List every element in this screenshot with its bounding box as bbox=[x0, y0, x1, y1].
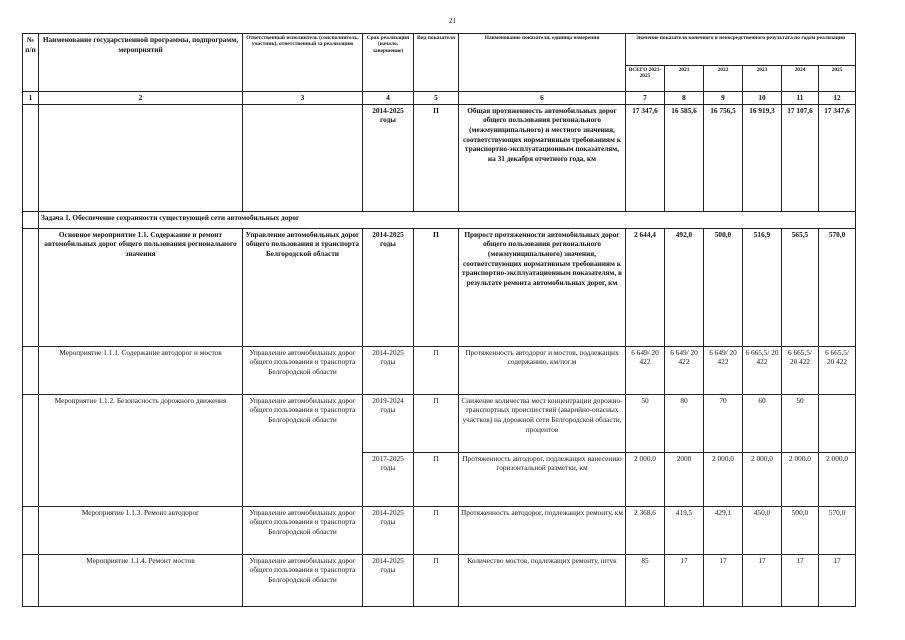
value-cell: 6 649/ 20 422 bbox=[704, 346, 743, 394]
indicator-cell: Общая протяженность автомобильных дорог общего пользования регионального (межмуниципального) и местного значения, соответствующих нормативным требованиям к транспортно-эксплуатационным показателям, на 31 декабря отчетного года, км bbox=[459, 104, 626, 211]
table-row bbox=[23, 228, 856, 346]
activity-name: Мероприятие 1.1.3. Ремонт автодорог bbox=[39, 506, 243, 554]
header-num: № п/п bbox=[23, 34, 39, 92]
col-index: 4 bbox=[363, 92, 414, 105]
col-index: 3 bbox=[243, 92, 363, 105]
value-cell: 17 bbox=[743, 554, 782, 606]
indicators-table bbox=[22, 33, 856, 607]
col-index: 7 bbox=[626, 92, 665, 105]
value-cell: 80 bbox=[665, 394, 704, 452]
kind-cell: П bbox=[414, 104, 459, 211]
header-year: 2023 bbox=[743, 66, 782, 92]
value-cell: 2 644,4 bbox=[626, 228, 665, 346]
kind-cell: П bbox=[414, 452, 459, 506]
col-index: 1 bbox=[23, 92, 39, 105]
activity-name: Мероприятие 1.1.4. Ремонт мостов bbox=[39, 554, 243, 606]
header-term: Срок реализации (начало, завершение) bbox=[363, 34, 414, 92]
kind-cell: П bbox=[414, 506, 459, 554]
table-row bbox=[23, 394, 856, 452]
header-indicator: Наименование показателя, единица измерения bbox=[459, 34, 626, 92]
value-cell: 17 347,6 bbox=[626, 104, 665, 211]
col-index: 9 bbox=[704, 92, 743, 105]
kind-cell: П bbox=[414, 554, 459, 606]
page-number: 21 bbox=[449, 17, 456, 25]
value-cell: 500,0 bbox=[782, 506, 819, 554]
value-cell: 50 bbox=[782, 394, 819, 452]
value-cell: 500,0 bbox=[704, 228, 743, 346]
responsible-cell: Управление автомобильных дорог общего пользования и транспорта Белгородской области bbox=[243, 394, 363, 506]
value-cell: 50 bbox=[626, 394, 665, 452]
kind-cell: П bbox=[414, 346, 459, 394]
col-index: 5 bbox=[414, 92, 459, 105]
term-cell: 2014-2025 годы bbox=[363, 104, 414, 211]
responsible-cell: Управление автомобильных дорог общего пользования и транспорта Белгородской области bbox=[243, 554, 363, 606]
indicator-cell: Прирост протяженности автомобильных дорог общего пользования регионального (межмуниципального) значения, соответствующих нормативным требованиям к транспортно-эксплуатационным показателям, в результате ремонта автомобильных дорог, км bbox=[459, 228, 626, 346]
value-cell: 2 000,0 bbox=[704, 452, 743, 506]
value-cell: 17 bbox=[782, 554, 819, 606]
value-cell: 16 919,3 bbox=[743, 104, 782, 211]
col-index: 12 bbox=[819, 92, 856, 105]
value-cell: 16 756,5 bbox=[704, 104, 743, 211]
header-kind: Вид показателя bbox=[414, 34, 459, 92]
indicator-cell: Количество мостов, подлежащих ремонту, штук bbox=[459, 554, 626, 606]
task-row bbox=[23, 211, 856, 228]
header-year: 2025 bbox=[819, 66, 856, 92]
kind-cell: П bbox=[414, 228, 459, 346]
header-year: 2022 bbox=[704, 66, 743, 92]
activity-name: Основное мероприятие 1.1. Содержание и ремонт автомобильных дорог общего пользования регионального значения bbox=[39, 228, 243, 346]
value-cell: 2000 bbox=[665, 452, 704, 506]
responsible-cell: Управление автомобильных дорог общего пользования и транспорта Белгородской области bbox=[243, 228, 363, 346]
col-index: 2 bbox=[39, 92, 243, 105]
responsible-cell: Управление автомобильных дорог общего пользования и транспорта Белгородской области bbox=[243, 346, 363, 394]
term-cell: 2017-2025 годы bbox=[363, 452, 414, 506]
value-cell: 17 bbox=[704, 554, 743, 606]
value-cell: 70 bbox=[704, 394, 743, 452]
term-cell: 2014-2025 годы bbox=[363, 554, 414, 606]
column-index-row bbox=[23, 92, 856, 105]
value-cell: 450,0 bbox=[743, 506, 782, 554]
value-cell: 17 bbox=[819, 554, 856, 606]
value-cell: 17 347,6 bbox=[819, 104, 856, 211]
task-title: Задача 1. Обеспечение сохранности существующей сети автомобильных дорог bbox=[39, 211, 856, 228]
col-index: 8 bbox=[665, 92, 704, 105]
indicator-cell: Протяженность автодорог, подлежащих ремонту, км bbox=[459, 506, 626, 554]
header-values-group: Значение показателя конечного и непосредственного результата по годам реализации bbox=[626, 34, 856, 66]
term-cell: 2014-2025 годы bbox=[363, 506, 414, 554]
value-cell: 2 000,0 bbox=[743, 452, 782, 506]
value-cell: 570,0 bbox=[819, 506, 856, 554]
table-row bbox=[23, 104, 856, 211]
value-cell: 419,5 bbox=[665, 506, 704, 554]
value-cell: 6 649/ 20 422 bbox=[665, 346, 704, 394]
responsible-cell: Управление автомобильных дорог общего пользования и транспорта Белгородской области bbox=[243, 506, 363, 554]
activity-name: Мероприятие 1.1.2. Безопасность дорожного движения bbox=[39, 394, 243, 506]
value-cell: 6 665,5/ 20 422 bbox=[819, 346, 856, 394]
kind-cell: П bbox=[414, 394, 459, 452]
indicator-cell: Протяженность автодорог и мостов, подлежащих содержанию, км/пог.м bbox=[459, 346, 626, 394]
indicator-cell: Протяженность автодорог, подлежащих нанесению горизонтальной разметки, км bbox=[459, 452, 626, 506]
value-cell: 429,1 bbox=[704, 506, 743, 554]
value-cell: 17 bbox=[665, 554, 704, 606]
value-cell: 565,5 bbox=[782, 228, 819, 346]
col-index: 6 bbox=[459, 92, 626, 105]
col-index: 11 bbox=[782, 92, 819, 105]
value-cell: 492,0 bbox=[665, 228, 704, 346]
value-cell: 60 bbox=[743, 394, 782, 452]
value-cell: 2 000,0 bbox=[626, 452, 665, 506]
value-cell: 2 000,0 bbox=[819, 452, 856, 506]
value-cell: 6 665,5/ 20 422 bbox=[782, 346, 819, 394]
value-cell: 2 368,6 bbox=[626, 506, 665, 554]
value-cell: 85 bbox=[626, 554, 665, 606]
header-total: ВСЕГО 2021-2025 bbox=[626, 66, 665, 92]
col-index: 10 bbox=[743, 92, 782, 105]
activity-name: Мероприятие 1.1.1. Содержание автодорог и мостов bbox=[39, 346, 243, 394]
header-year: 2021 bbox=[665, 66, 704, 92]
value-cell: 516,9 bbox=[743, 228, 782, 346]
term-cell: 2014-2025 годы bbox=[363, 228, 414, 346]
table-row bbox=[23, 346, 856, 394]
indicator-cell: Снижение количества мест концентрации дорожно-транспортных происшествий (аварийно-опасных участков) на дорожной сети Белгородской области, процентов bbox=[459, 394, 626, 452]
value-cell: 2 000,0 bbox=[782, 452, 819, 506]
header-year: 2024 bbox=[782, 66, 819, 92]
header-responsible: Ответственный исполнитель (соисполнитель, участник), ответственный за реализацию bbox=[243, 34, 363, 92]
value-cell: 17 107,6 bbox=[782, 104, 819, 211]
value-cell: 570,0 bbox=[819, 228, 856, 346]
value-cell: 6 649/ 20 422 bbox=[626, 346, 665, 394]
term-cell: 2014-2025 годы bbox=[363, 346, 414, 394]
table-row bbox=[23, 554, 856, 606]
term-cell: 2019-2024 годы bbox=[363, 394, 414, 452]
value-cell: 6 665,5/ 20 422 bbox=[743, 346, 782, 394]
value-cell bbox=[819, 394, 856, 452]
value-cell: 16 585,6 bbox=[665, 104, 704, 211]
header-name: Наименование государственной программы, подпрограмм, мероприятий bbox=[39, 34, 243, 92]
table-row bbox=[23, 506, 856, 554]
